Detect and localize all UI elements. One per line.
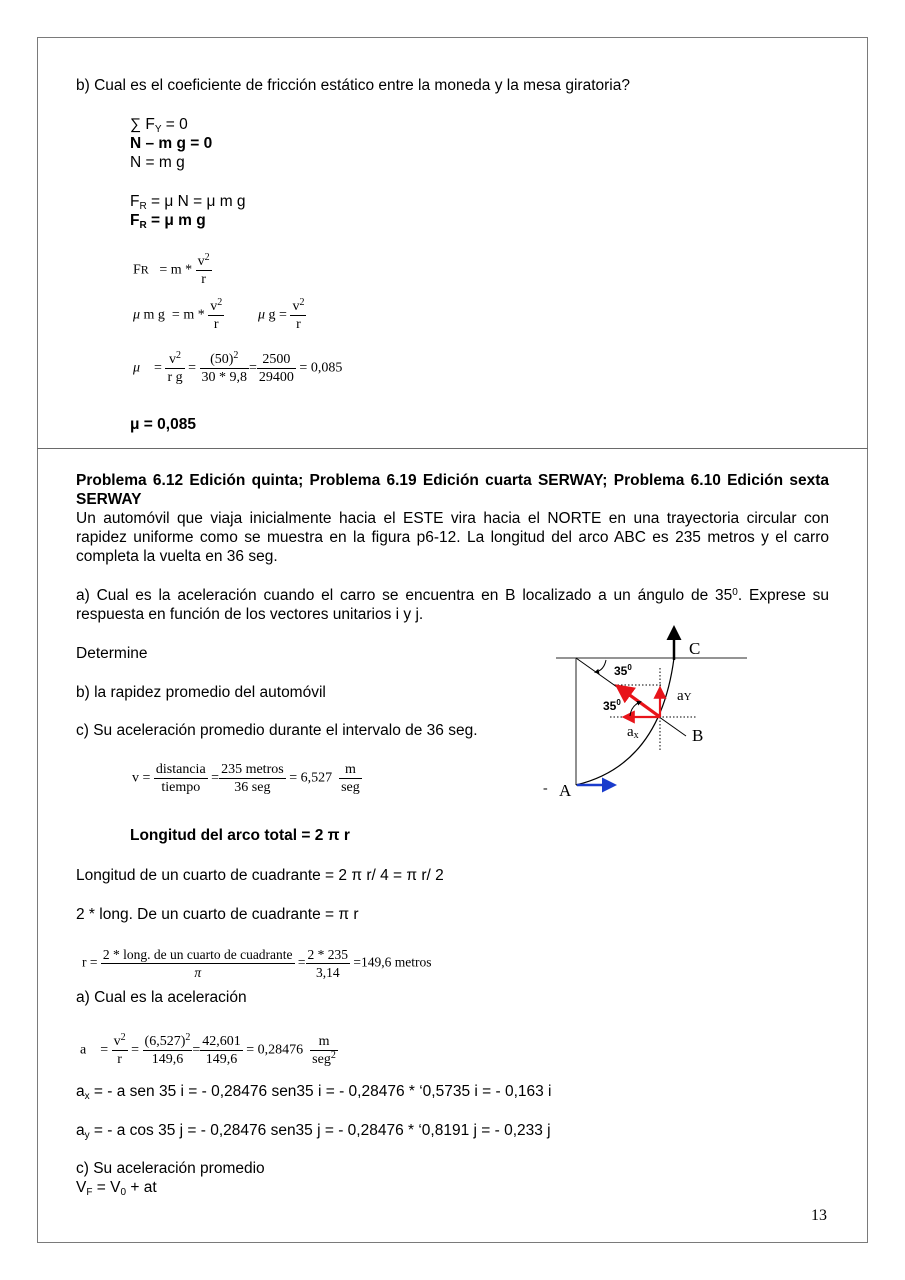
- sup: 2: [233, 350, 239, 361]
- formula-acceleration: [80, 1033, 338, 1068]
- subscript: R: [139, 220, 147, 231]
- den: tiempo: [161, 780, 201, 795]
- equals: =: [279, 307, 287, 323]
- fraction-2500: [257, 351, 296, 386]
- fr-label: F: [130, 212, 140, 229]
- equals-m: = m *: [171, 307, 205, 323]
- fraction-accel-units: [310, 1033, 338, 1068]
- ax-symbol: a: [76, 1083, 85, 1100]
- arc-quarter-text: Longitud de un cuarto de cuadrante = 2 π r/ 4 = π r/ 2: [76, 867, 444, 884]
- label-b: B: [692, 726, 704, 745]
- sup: 2: [204, 252, 210, 263]
- angle-top-label: $35^0$: [614, 663, 632, 678]
- fraction-v2-rg: [165, 351, 184, 386]
- v-equals: v =: [132, 770, 151, 786]
- num: v: [113, 1034, 121, 1049]
- fraction-distance-time: [154, 761, 208, 796]
- den: 149,6: [205, 1052, 238, 1067]
- ay-symbol: a: [76, 1122, 85, 1139]
- subscript: Y: [154, 124, 162, 135]
- circular-path-figure: [530, 615, 770, 805]
- r-equals: r =: [82, 954, 98, 970]
- mu-symbol: μ: [133, 360, 141, 376]
- eq-rest: = 0: [161, 116, 188, 133]
- label-ax: ax: [627, 724, 639, 741]
- den: 30 * 9,8: [201, 370, 248, 385]
- eq-mid: = V: [92, 1179, 121, 1196]
- formula-radius: [82, 946, 432, 981]
- fraction-v2-r: [208, 298, 224, 333]
- result: 0,085: [310, 360, 343, 376]
- equals: =: [154, 360, 162, 376]
- fraction-235-36: [219, 761, 286, 796]
- mu-symbol: μ: [258, 307, 266, 323]
- fr-sub: R: [140, 262, 149, 277]
- page-number: 13: [811, 1207, 827, 1224]
- velocity-equation: [76, 1178, 157, 1197]
- fraction-units: [339, 761, 362, 796]
- angle-arc-mid: [630, 702, 640, 716]
- den: r: [213, 317, 219, 332]
- question-b-friction: b) Cual es el coeficiente de fricción estático entre la moneda y la mesa giratoria?: [76, 77, 630, 94]
- formula-fr-centripetal: [133, 253, 212, 288]
- den: π: [194, 965, 202, 980]
- num: (6,527): [144, 1034, 186, 1049]
- equation-fr-mu-mg: [130, 211, 206, 230]
- degree-sup: 0: [732, 587, 738, 598]
- sup: 2: [176, 350, 182, 361]
- fraction-v2-r: [196, 253, 212, 288]
- ay-rest: = - a cos 35 j = - 0,28476 sen35 j = - 0,28476 * ‘0,8191 j = - 0,233 j: [89, 1122, 551, 1139]
- num: 2 * long. de un cuarto de cuadrante: [102, 947, 293, 962]
- num: (50): [210, 352, 234, 367]
- equation-n-mg: N – m g = 0: [130, 135, 213, 152]
- den: 149,6: [151, 1052, 184, 1067]
- sup: 2: [120, 1032, 126, 1043]
- equation-sum-fy: [130, 115, 188, 134]
- problem-part-b: b) la rapidez promedio del automóvil: [76, 684, 326, 701]
- ax-equation: [76, 1082, 552, 1101]
- num: 2500: [257, 351, 296, 369]
- num: v: [197, 254, 205, 269]
- num: v: [169, 352, 177, 367]
- equals: =: [100, 1042, 109, 1058]
- fraction-50sq: [200, 351, 250, 386]
- mg: m g: [140, 307, 165, 323]
- num: 235 metros: [221, 762, 284, 777]
- section-divider: [37, 448, 868, 449]
- fr-label: F: [130, 193, 140, 210]
- sup: 2: [330, 1050, 336, 1061]
- num: 42,601: [202, 1034, 241, 1049]
- radius-result: =149,6 metros: [353, 954, 432, 970]
- den: 36 seg: [234, 780, 271, 795]
- formula-speed: [132, 761, 362, 796]
- den: seg: [312, 1052, 331, 1067]
- equals: =: [211, 770, 220, 786]
- num: m: [310, 1033, 338, 1051]
- equation-n-equals-mg: N = m g: [130, 154, 185, 171]
- num: v: [292, 299, 300, 314]
- accel-heading: a) Cual es la aceleración: [76, 989, 247, 1006]
- eq-rest: + at: [126, 1179, 157, 1196]
- fraction-long-pi: [101, 946, 295, 981]
- a-symbol: a: [80, 1042, 87, 1058]
- ay-equation: [76, 1121, 551, 1140]
- determine-label: Determine: [76, 645, 148, 662]
- subscript: 0: [120, 1187, 127, 1198]
- fraction-v2-r: [112, 1033, 128, 1068]
- sum-label: ∑ F: [130, 116, 155, 133]
- subscript: y: [84, 1130, 90, 1141]
- equals: =: [131, 1042, 140, 1058]
- subscript: x: [84, 1091, 90, 1102]
- eq-rest: = μ N = μ m g: [146, 193, 246, 210]
- num: v: [210, 299, 218, 314]
- accel-result: = 0,28476: [246, 1042, 304, 1058]
- equals: =: [299, 360, 308, 376]
- den: r: [117, 1052, 122, 1067]
- eq-rest: = μ m g: [146, 212, 206, 229]
- den: 29400: [258, 370, 294, 385]
- label-c: C: [689, 639, 701, 658]
- subscript: F: [86, 1187, 93, 1198]
- den: r: [201, 272, 206, 287]
- sup: 2: [217, 297, 223, 308]
- fraction-v2-r: [290, 298, 306, 333]
- avg-accel-heading: c) Su aceleración promedio: [76, 1160, 265, 1177]
- mu-symbol: μ: [133, 307, 141, 323]
- equals: =: [192, 1042, 201, 1058]
- part-a-rest: . Exprese su respuesta en función de los vectores unitarios i y j.: [76, 587, 830, 623]
- angle-mid-label: $35^0$: [603, 698, 621, 713]
- equals: =: [188, 360, 197, 376]
- label-a: A: [559, 781, 572, 800]
- arc-double-text: 2 * long. De un cuarto de cuadrante = π r: [76, 906, 359, 923]
- fraction-6527sq: [143, 1033, 193, 1068]
- equation-fr-mu-n: [130, 192, 246, 211]
- sup: 2: [299, 297, 305, 308]
- problem-part-c: c) Su aceleración promedio durante el intervalo de 36 seg.: [76, 722, 478, 739]
- equals: =: [297, 954, 306, 970]
- vf-symbol: V: [76, 1179, 87, 1196]
- fraction-470-314: [306, 946, 351, 981]
- formula-mu-result: [133, 351, 342, 386]
- speed-result: = 6,527: [289, 770, 333, 786]
- equals-m: = m *: [159, 262, 193, 278]
- angle-arc-top: [596, 660, 606, 672]
- num: m: [339, 761, 362, 779]
- den: 3,14: [315, 965, 340, 980]
- num: 2 * 235: [307, 947, 349, 962]
- subscript: R: [139, 201, 147, 212]
- problem-title: Problema 6.12 Edición quinta; Problema 6.19 Edición cuarta SERWAY; Problema 6.10 Edición sexta SERWAY: [76, 472, 829, 508]
- label-ay: aY: [677, 688, 692, 704]
- arc-total-heading: Longitud del arco total = 2 π r: [130, 827, 350, 844]
- sup: 2: [185, 1032, 191, 1043]
- part-a-text: a) Cual es la aceleración cuando el carro se encuentra en B localizado a un ángulo de 35: [76, 587, 733, 604]
- equals: =: [249, 360, 257, 376]
- formula-mu-g: [258, 298, 306, 333]
- fr-symbol: F: [133, 262, 141, 278]
- fraction-42601: [200, 1033, 243, 1068]
- g: g: [265, 307, 276, 323]
- label-dash: -: [543, 781, 548, 796]
- num: distancia: [155, 762, 206, 777]
- ax-rest: = - a sen 35 i = - 0,28476 sen35 i = - 0,28476 * ‘0,5735 i = - 0,163 i: [89, 1083, 552, 1100]
- den: r: [296, 317, 301, 332]
- problem-statement: Un automóvil que viaja inicialmente hacia el ESTE vira hacia el NORTE en una trayectoria circular con rapidez uniforme como se muestra en la figura p6-12. La longitud del arco ABC es 235 metros y el carro completa la vuelta en 36 seg.: [76, 510, 829, 565]
- den: seg: [341, 780, 360, 795]
- formula-mu-mg: [133, 298, 224, 333]
- den: r g: [167, 370, 183, 385]
- mu-answer: μ = 0,085: [130, 416, 196, 433]
